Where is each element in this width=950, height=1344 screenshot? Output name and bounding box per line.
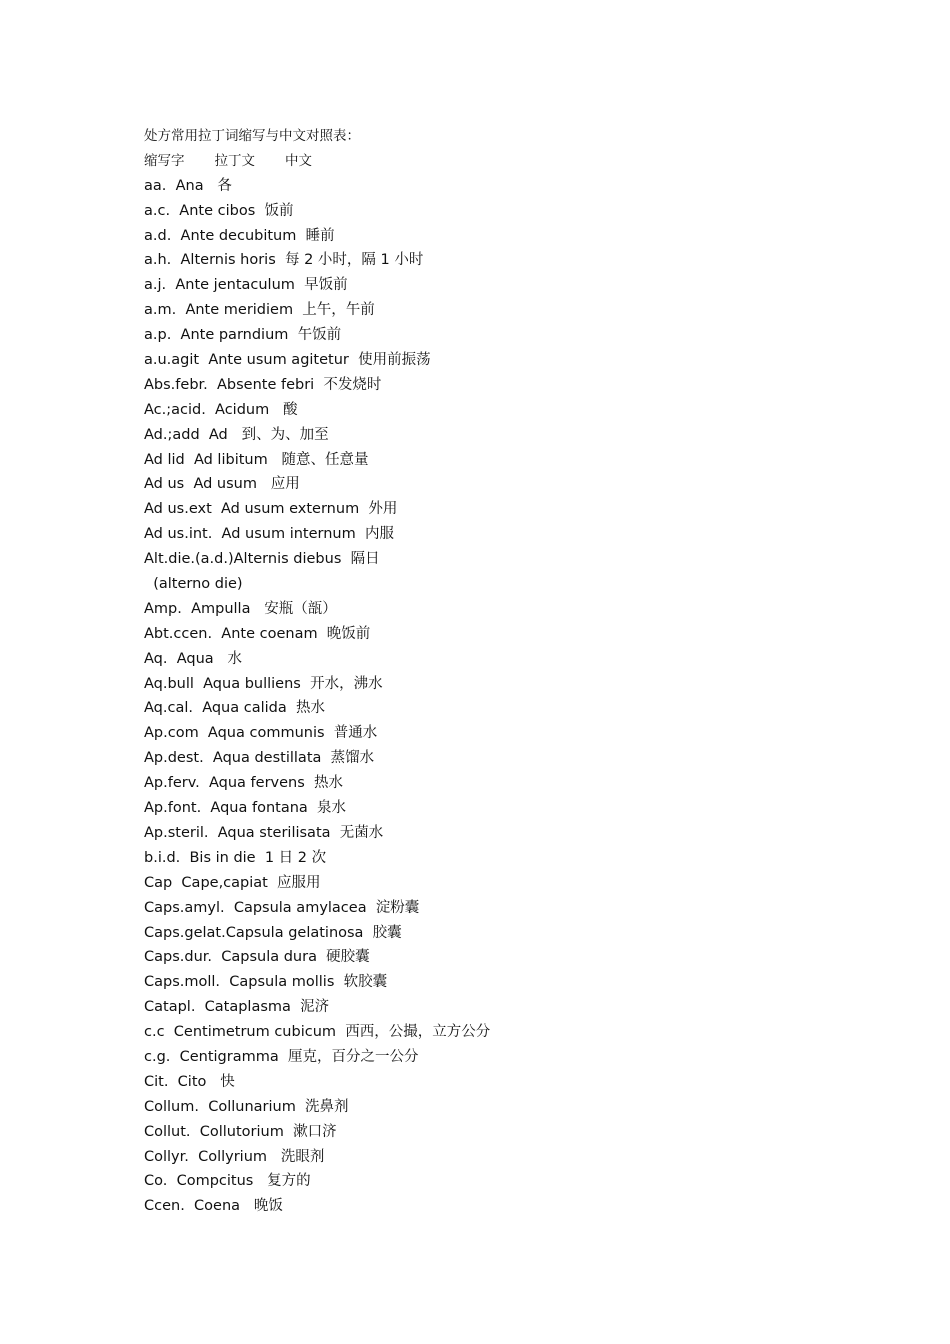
column-headers [144,149,864,174]
entry-line: Ad us Ad usum 应用 [144,476,300,493]
entry-line: Cit. Cito 快 [144,1073,235,1090]
entry-line: Ccen. Coena 晚饭 [144,1198,283,1215]
entry-line: Ad.;add Ad 到、为、加至 [144,426,329,443]
entry-line: Amp. Ampulla 安瓶（瓿） [144,600,337,617]
entry-line: Alt.die.(a.d.)Alternis diebus 隔日 [144,551,380,568]
entry-line: Ad us.int. Ad usum internum 内服 [144,526,394,543]
entry-line: Aq.bull Aqua bulliens 开水，沸水 [144,675,383,692]
header-abbreviation: 缩写字 [144,152,185,169]
entry-line: c.g. Centigramma 厘克，百分之一公分 [144,1048,419,1065]
entry-line: Ap.font. Aqua fontana 泉水 [144,800,346,817]
entry-line: Co. Compcitus 复方的 [144,1173,311,1190]
entry-line: a.m. Ante meridiem 上午，午前 [144,302,375,319]
entry-list [144,174,864,1219]
entry-line: (alterno die) [144,576,243,593]
entry-line: Caps.moll. Capsula mollis 软胶囊 [144,974,388,991]
entry-line: Ad lid Ad libitum 随意、任意量 [144,451,369,468]
entry-line: a.d. Ante decubitum 睡前 [144,227,335,244]
entry-line: Ap.dest. Aqua destillata 蒸馏水 [144,750,375,767]
entry-line: Collyr. Collyrium 洗眼剂 [144,1148,325,1165]
entry-line: Aq. Aqua 水 [144,650,242,667]
entry-line: Catapl. Cataplasma 泥济 [144,999,330,1016]
header-latin: 拉丁文 [214,152,255,169]
entry-line: Ap.com Aqua communis 普通水 [144,725,378,742]
document-title: 处方常用拉丁词缩写与中文对照表： [144,128,360,144]
entry-line: Caps.dur. Capsula dura 硬胶囊 [144,949,370,966]
entry-line: Cap Cape,capiat 应服用 [144,874,321,891]
entry-line: a.p. Ante parndium 午饭前 [144,327,342,344]
entry-line: aa. Ana 各 [144,177,232,194]
entry-line: Caps.gelat.Capsula gelatinosa 胶囊 [144,924,402,941]
entry-line: Caps.amyl. Capsula amylacea 淀粉囊 [144,899,420,916]
header-chinese: 中文 [285,152,312,169]
entry-line: Ac.;acid. Acidum 酸 [144,401,298,418]
entry-line: Collum. Collunarium 洗鼻剂 [144,1098,349,1115]
entry-line: Abs.febr. Absente febri 不发烧时 [144,376,382,393]
entry-line: a.j. Ante jentaculum 早饭前 [144,277,348,294]
entry-line: c.c Centimetrum cubicum 西西，公撮，立方公分 [144,1024,491,1041]
entry-line: Ap.ferv. Aqua fervens 热水 [144,775,344,792]
entry-line: Collut. Collutorium 漱口济 [144,1123,337,1140]
entry-line: b.i.d. Bis in die 1 日 2 次 [144,849,327,866]
entry-line: Ad us.ext Ad usum externum 外用 [144,501,398,518]
entry-line: a.u.agit Ante usum agitetur 使用前振荡 [144,352,431,369]
entry-line: a.c. Ante cibos 饭前 [144,202,294,219]
entry-line: a.h. Alternis horis 每 2 小时，隔 1 小时 [144,252,424,269]
entry-line: Aq.cal. Aqua calida 热水 [144,700,325,717]
entry-line: Ap.steril. Aqua sterilisata 无菌水 [144,824,384,841]
document-body [144,124,864,1219]
entry-line: Abt.ccen. Ante coenam 晚饭前 [144,625,371,642]
